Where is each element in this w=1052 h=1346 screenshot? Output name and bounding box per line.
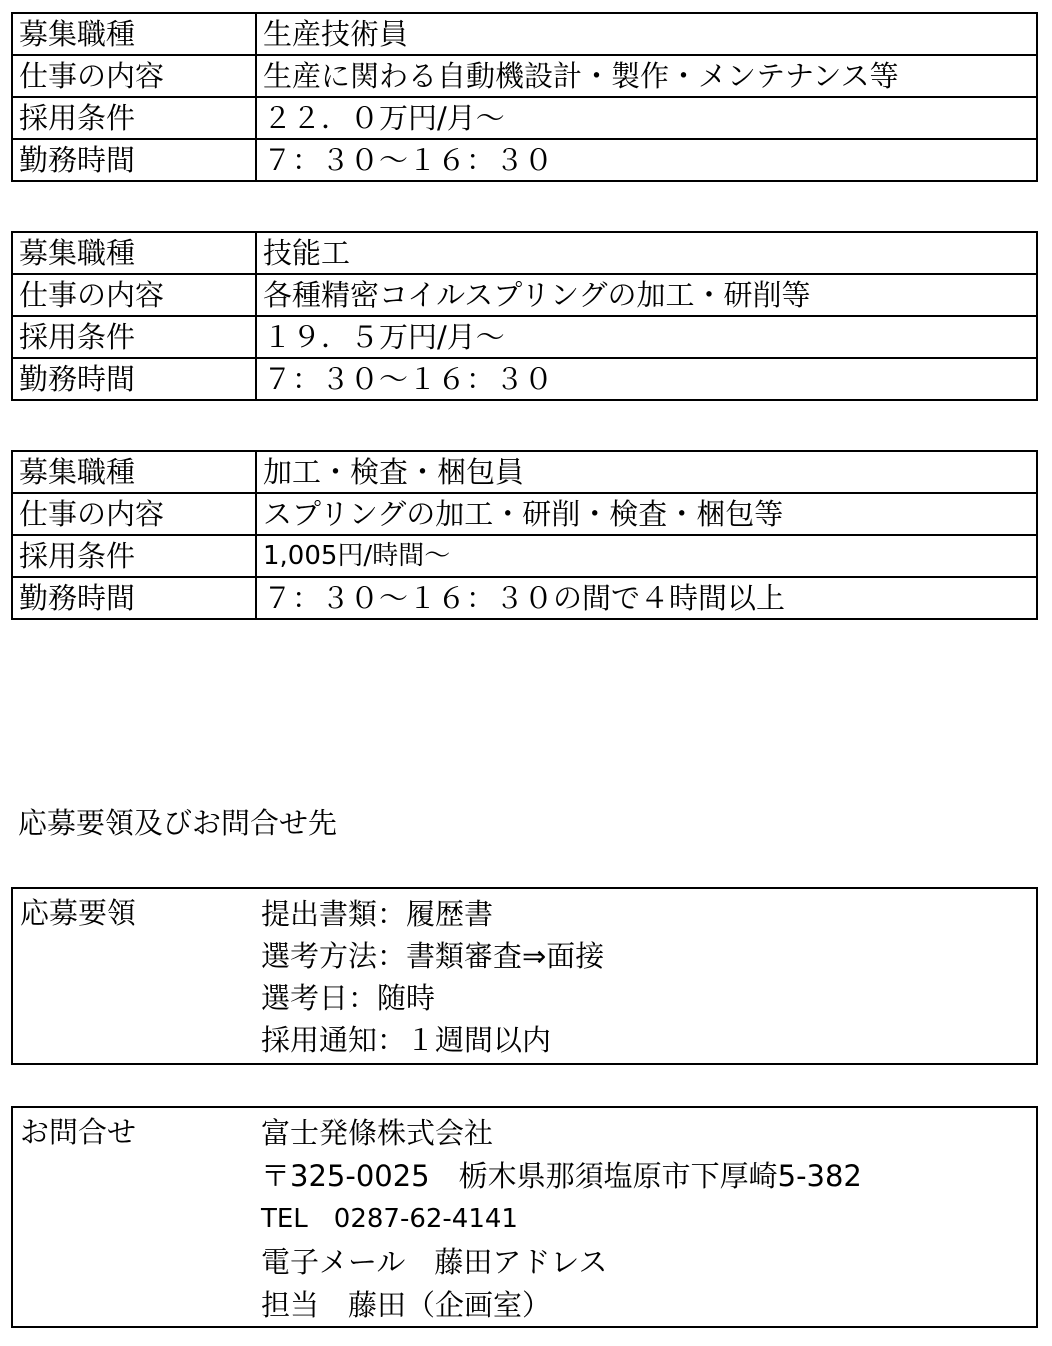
table-row-conditions [12,97,1037,139]
contact-lines [261,1112,862,1327]
application-lines [261,893,604,1061]
section-heading: 応募要領及びお問合せ先 [18,806,338,840]
application-line: 提出書類：履歴書 [261,897,494,931]
postal-address: 〒325-0025 栃木県那須塩原市下厚崎5-382 [261,1159,862,1193]
application-line: 選考方法：書類審査⇒面接 [261,939,605,973]
row-value: スプリングの加工・研削・検査・梱包等 [256,493,1037,535]
row-value: 各種精密コイルスプリングの加工・研削等 [256,274,1037,316]
row-value: 加工・検査・梱包員 [256,451,1037,493]
contact-box [11,1106,1038,1328]
row-label: 勤務時間 [12,139,256,181]
phone-number: TEL 0287-62-4141 [261,1204,518,1234]
row-value: ７：３０～１６：３０ [256,139,1037,181]
row-value: ７：３０～１６：３０ [256,358,1037,400]
table-row-hours [12,139,1037,181]
row-value: ２２．０万円/月～ [256,97,1037,139]
table-row-duties [12,274,1037,316]
row-label: 募集職種 [12,13,256,55]
row-label: 採用条件 [12,97,256,139]
application-line: 採用通知：１週間以内 [261,1023,552,1057]
job-table-processing-inspection [11,450,1038,620]
application-line: 選考日：随時 [261,981,436,1015]
row-label: 採用条件 [12,535,256,577]
table-row-hours [12,577,1037,619]
row-label: 勤務時間 [12,358,256,400]
row-label: 仕事の内容 [12,493,256,535]
row-value: ７：３０～１６：３０の間で４時間以上 [256,577,1037,619]
table-row-duties [12,493,1037,535]
table-row-hours [12,358,1037,400]
application-box [11,887,1038,1065]
table-row-conditions [12,535,1037,577]
row-value: １９．５万円/月～ [256,316,1037,358]
row-label: 採用条件 [12,316,256,358]
table-row-job-type [12,232,1037,274]
job-table-skilled-worker [11,231,1038,401]
row-value: 技能工 [256,232,1037,274]
company-name: 富士発條株式会社 [261,1116,494,1150]
email-line: 電子メール 藤田アドレス [261,1245,608,1279]
row-label: 募集職種 [12,451,256,493]
contact-person: 担当 藤田（企画室） [261,1288,552,1322]
row-label: 仕事の内容 [12,55,256,97]
row-value: 1,005円/時間～ [256,535,1037,577]
table-row-conditions [12,316,1037,358]
table-row-job-type [12,451,1037,493]
row-value: 生産技術員 [256,13,1037,55]
row-label: 募集職種 [12,232,256,274]
job-table-production-engineer [11,12,1038,182]
table-row-duties [12,55,1037,97]
application-label: 応募要領 [20,896,137,930]
contact-label: お問合せ [20,1115,137,1149]
row-label: 仕事の内容 [12,274,256,316]
row-label: 勤務時間 [12,577,256,619]
table-row-job-type [12,13,1037,55]
row-value: 生産に関わる自動機設計・製作・メンテナンス等 [256,55,1037,97]
